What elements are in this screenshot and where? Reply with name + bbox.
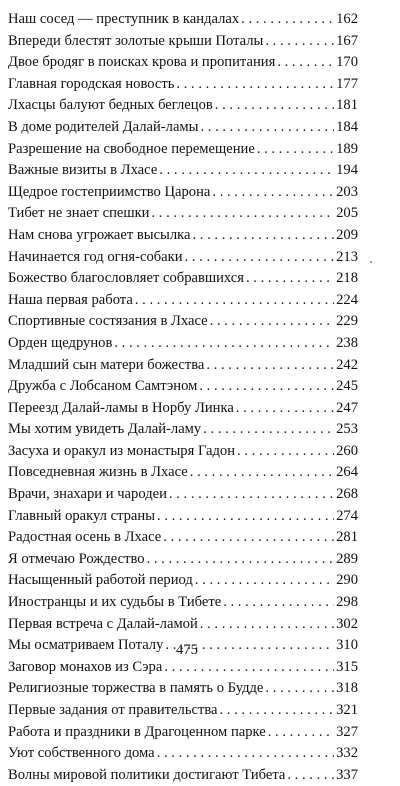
toc-entry-title: Повседневная жизнь в Лхасе bbox=[8, 464, 188, 481]
dot-leader bbox=[185, 247, 335, 269]
toc-entry bbox=[8, 700, 358, 722]
toc-entry-page: 170 bbox=[336, 54, 358, 71]
toc-entry-page: 253 bbox=[336, 421, 358, 438]
toc-entry-page: 321 bbox=[336, 702, 358, 718]
dot-leader bbox=[147, 549, 335, 571]
dot-leader bbox=[236, 398, 334, 420]
toc-entry-title: Мы осматриваем Поталу bbox=[8, 637, 164, 654]
dot-leader bbox=[190, 462, 334, 484]
dot-leader bbox=[287, 765, 334, 786]
toc-entry-page: 181 bbox=[336, 97, 358, 114]
dot-leader bbox=[164, 657, 334, 679]
toc-entry bbox=[8, 311, 358, 333]
dot-leader bbox=[199, 376, 334, 398]
toc-entry-title: В доме родителей Далай-ламы bbox=[8, 118, 199, 135]
toc-entry-page: 327 bbox=[336, 723, 358, 740]
toc-entry bbox=[8, 9, 358, 31]
toc-entry bbox=[8, 722, 358, 744]
toc-entry-page: 268 bbox=[336, 486, 358, 503]
toc-entry-page: 289 bbox=[336, 550, 358, 567]
toc-entry bbox=[8, 182, 358, 204]
toc-entry-title: Засуха и оракул из монастыря Гадон bbox=[8, 442, 236, 459]
dot-leader bbox=[237, 441, 334, 463]
toc-entry-page: 281 bbox=[336, 529, 358, 546]
toc-entry-title: Нам снова угрожает высылка bbox=[8, 226, 191, 243]
toc-entry bbox=[8, 765, 358, 786]
toc-entry-page: 177 bbox=[336, 75, 358, 92]
toc-entry-title: Дружба с Лобсаном Самтэном bbox=[8, 378, 198, 395]
toc-entry bbox=[8, 657, 358, 679]
dot-leader bbox=[265, 678, 334, 700]
toc-entry bbox=[8, 203, 358, 225]
dot-leader bbox=[257, 139, 334, 161]
toc-entry-title: Лхасцы балуют бедных беглецов bbox=[8, 97, 213, 114]
toc-entry-page: 315 bbox=[336, 658, 358, 675]
dot-leader bbox=[200, 614, 334, 636]
toc-entry-title: Младший сын матери божества bbox=[8, 356, 205, 373]
toc-entry-title: Важные визиты в Лхасе bbox=[8, 162, 158, 179]
toc-entry-page: 318 bbox=[336, 680, 358, 697]
dot-leader bbox=[241, 9, 334, 31]
dot-leader bbox=[152, 203, 335, 225]
toc-entry bbox=[8, 247, 358, 269]
dot-leader bbox=[159, 160, 334, 182]
dot-leader bbox=[210, 311, 334, 333]
toc-entry-title: Заговор монахов из Сэра bbox=[8, 658, 163, 675]
toc-entry-title: Главный оракул страны bbox=[8, 507, 156, 524]
dot-leader bbox=[268, 722, 334, 744]
dot-leader bbox=[265, 31, 334, 53]
toc-entry-title: Первая встреча с Далай-ламой bbox=[8, 615, 198, 632]
toc-entry-title: Главная городская новость bbox=[8, 75, 175, 92]
toc-entry-title: Мы хотим увидеть Далай-ламу bbox=[8, 421, 202, 438]
toc-entry-title: Разрешение на свободное перемещение bbox=[8, 140, 255, 157]
toc-entry bbox=[8, 527, 358, 549]
toc-entry bbox=[8, 549, 358, 571]
dot-leader bbox=[200, 117, 334, 139]
toc-entry-page: 213 bbox=[336, 248, 358, 265]
toc-entry-page: 194 bbox=[336, 162, 358, 179]
toc-entry-page: 245 bbox=[336, 378, 358, 395]
toc-entry bbox=[8, 592, 358, 614]
toc-entry bbox=[8, 95, 358, 117]
dot-leader bbox=[176, 74, 334, 96]
toc-entry-title: Врачи, знахари и чародеи bbox=[8, 486, 167, 503]
toc-entry bbox=[8, 462, 358, 484]
dot-leader bbox=[114, 333, 334, 355]
toc-entry bbox=[8, 268, 358, 290]
toc-entry-title: Двое бродяг в поисках крова и пропитания bbox=[8, 54, 276, 71]
toc-entry-title: Наш сосед — преступник в кандалах bbox=[8, 11, 240, 27]
dot-leader bbox=[220, 700, 335, 722]
dot-leader bbox=[215, 95, 334, 117]
toc-entry bbox=[8, 441, 358, 463]
toc-entry-page: 247 bbox=[336, 399, 358, 416]
print-speck bbox=[370, 261, 372, 263]
dot-leader bbox=[157, 743, 334, 765]
toc-entry-page: 274 bbox=[336, 507, 358, 524]
toc-entry-page: 229 bbox=[336, 313, 358, 330]
toc-entry-title: Наша первая работа bbox=[8, 291, 133, 308]
toc-entry-page: 224 bbox=[336, 291, 358, 308]
toc-entry-page: 209 bbox=[336, 226, 358, 243]
toc-entry-title: Работа и праздники в Драгоценном парке bbox=[8, 723, 266, 740]
toc-entry-page: 337 bbox=[336, 766, 358, 783]
toc-entry-page: 260 bbox=[336, 442, 358, 459]
toc-entry-page: 264 bbox=[336, 464, 358, 481]
toc-entry-page: 205 bbox=[336, 205, 358, 222]
toc-entry-page: 238 bbox=[336, 334, 358, 351]
toc-entry-title: Я отмечаю Рождество bbox=[8, 550, 145, 567]
dot-leader bbox=[135, 290, 334, 312]
toc-entry-title: Спортивные состязания в Лхасе bbox=[8, 313, 208, 330]
toc-entry-title: Орден щедрунов bbox=[8, 334, 113, 351]
dot-leader bbox=[277, 52, 334, 74]
toc-entry bbox=[8, 355, 358, 377]
dot-leader bbox=[246, 268, 334, 290]
toc-entry bbox=[8, 398, 358, 420]
toc-entry bbox=[8, 290, 358, 312]
toc-entry-title: Впереди блестят золотые крыши Поталы bbox=[8, 32, 264, 49]
toc-entry-page: 290 bbox=[336, 572, 358, 589]
dot-leader bbox=[163, 527, 334, 549]
toc-entry bbox=[8, 570, 358, 592]
toc-entry-page: 242 bbox=[336, 356, 358, 373]
toc-entry-page: 302 bbox=[336, 615, 358, 632]
dot-leader bbox=[193, 225, 335, 247]
toc-entry-page: 218 bbox=[336, 270, 358, 287]
toc-entry-title: Переезд Далай-ламы в Норбу Линка bbox=[8, 399, 234, 416]
toc-entry bbox=[8, 74, 358, 96]
toc-entry-title: Волны мировой политики достигают Тибета bbox=[8, 766, 286, 783]
toc-entry-title: Тибет не знает спешки bbox=[8, 205, 150, 222]
toc-entry bbox=[8, 506, 358, 528]
toc-entry bbox=[8, 117, 358, 139]
toc-entry bbox=[8, 333, 358, 355]
toc-entry-page: 332 bbox=[336, 745, 358, 762]
toc-entry-title: Радостная осень в Лхасе bbox=[8, 529, 162, 546]
dot-leader bbox=[195, 570, 334, 592]
toc-entry-title: Религиозные торжества в память о Будде bbox=[8, 680, 264, 697]
toc-entry-title: Первые задания от правительства bbox=[8, 702, 218, 718]
toc-entry-title: Божество благословляет собравшихся bbox=[8, 270, 244, 287]
toc-entry-title: Уют собственного дома bbox=[8, 745, 155, 762]
toc-entry bbox=[8, 52, 358, 74]
toc-entry bbox=[8, 678, 358, 700]
toc-entry-page: 184 bbox=[336, 118, 358, 135]
toc-entry bbox=[8, 419, 358, 441]
toc-entry-page: 162 bbox=[336, 11, 358, 27]
toc-entry bbox=[8, 225, 358, 247]
toc-entry-page: 167 bbox=[336, 32, 358, 49]
toc-entry bbox=[8, 31, 358, 53]
table-of-contents bbox=[8, 9, 358, 786]
dot-leader bbox=[212, 182, 334, 204]
dot-leader bbox=[157, 506, 334, 528]
toc-entry bbox=[8, 614, 358, 636]
toc-entry-title: Иностранцы и их судьбы в Тибете bbox=[8, 594, 222, 611]
dot-leader bbox=[169, 484, 334, 506]
page-number: 475 bbox=[176, 642, 198, 658]
toc-entry-page: 310 bbox=[336, 637, 358, 654]
toc-entry-page: 203 bbox=[336, 183, 358, 200]
dot-leader bbox=[223, 592, 334, 614]
toc-entry bbox=[8, 160, 358, 182]
toc-entry bbox=[8, 743, 358, 765]
toc-entry bbox=[8, 376, 358, 398]
toc-entry bbox=[8, 484, 358, 506]
toc-entry-page: 298 bbox=[336, 594, 358, 611]
toc-entry-title: Щедрое гостеприимство Царона bbox=[8, 183, 211, 200]
toc-entry-title: Насыщенный работой период bbox=[8, 572, 193, 589]
dot-leader bbox=[206, 355, 334, 377]
dot-leader bbox=[203, 419, 334, 441]
toc-entry-title: Начинается год огня-собаки bbox=[8, 248, 183, 265]
toc-entry bbox=[8, 139, 358, 161]
toc-entry-page: 189 bbox=[336, 140, 358, 157]
